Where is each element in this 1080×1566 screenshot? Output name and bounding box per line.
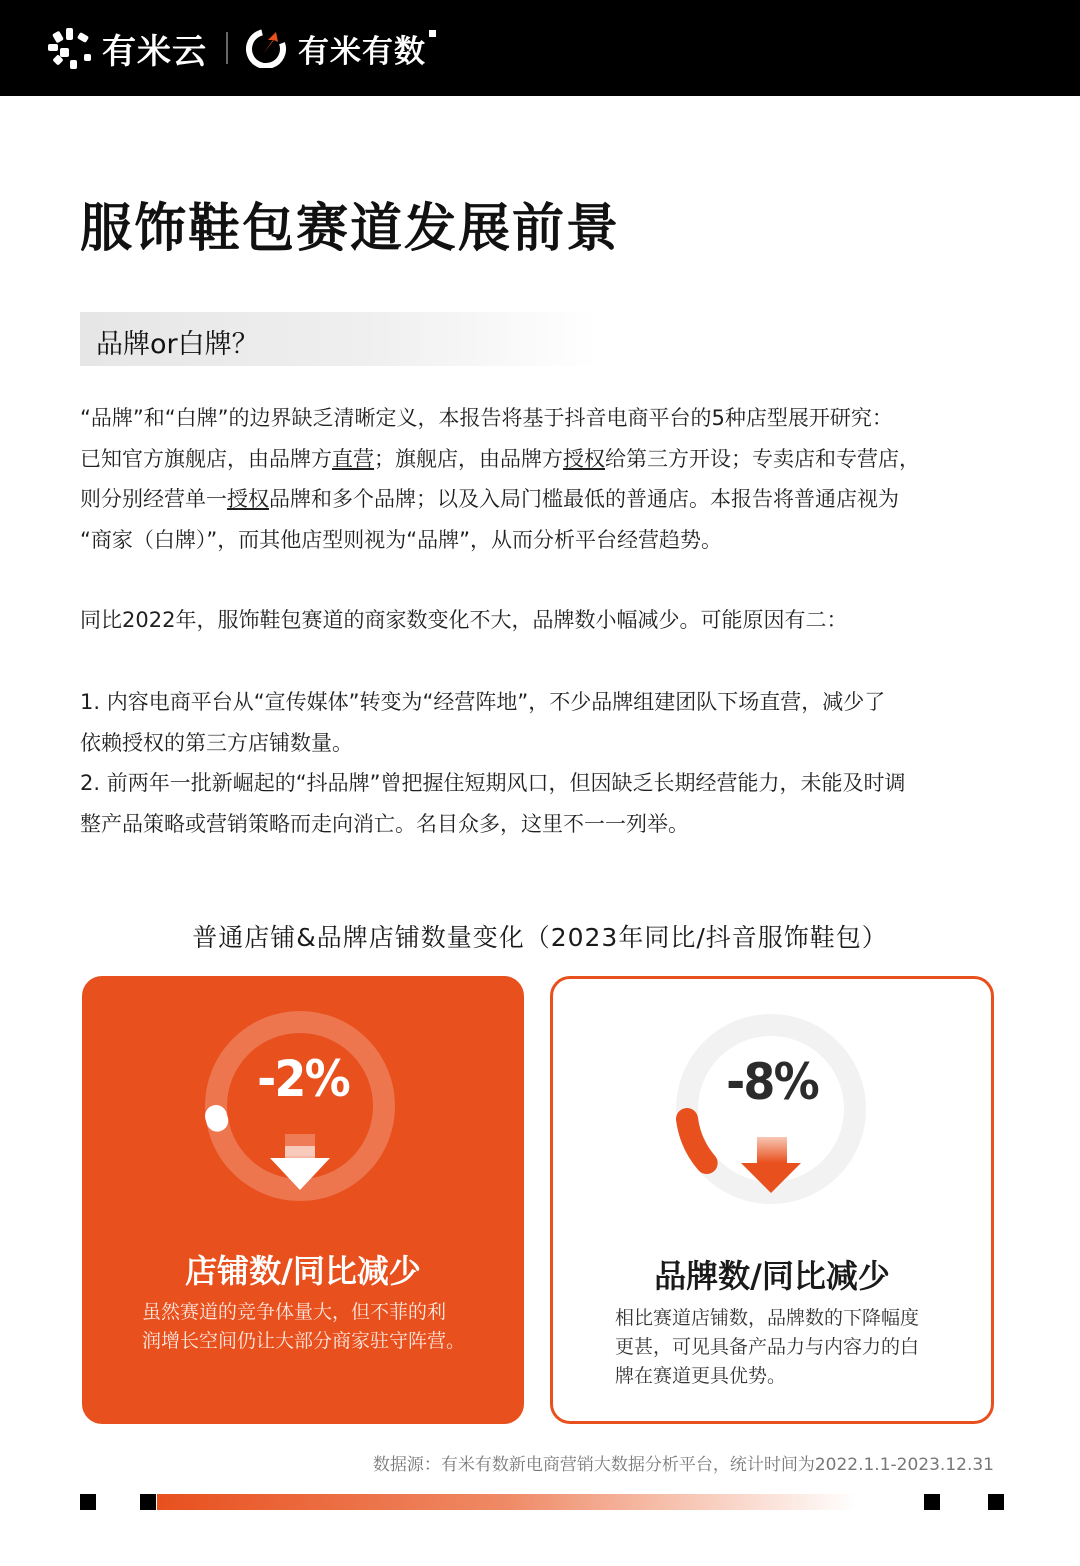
text-run: 给第三方开设；专卖店和专营店，	[605, 446, 920, 471]
description-line: 更甚，可见具备产品力与内容力的白	[615, 1336, 920, 1358]
brand-dot	[429, 30, 436, 37]
summary-paragraph: 同比2022年，服饰鞋包赛道的商家数变化不大，品牌数小幅减少。可能原因有二：	[80, 608, 848, 632]
brand-left-name: 有米云	[102, 31, 207, 72]
reasons-list	[80, 682, 1000, 844]
underlined-term: 直营	[332, 446, 374, 471]
brand-youmiyoushu	[246, 26, 426, 70]
brand-right-name: 有米有数	[298, 33, 426, 70]
footer-square	[924, 1494, 940, 1510]
youmiyun-logo-icon	[46, 26, 96, 70]
underlined-term: 授权	[227, 487, 269, 511]
brand-count-description	[615, 1304, 955, 1391]
store-count-gauge-arc	[216, 1116, 217, 1121]
store-count-card	[82, 976, 524, 1424]
intro-line	[80, 439, 1000, 480]
description-line: 虽然赛道的竞争体量大，但不菲的利	[142, 1301, 447, 1323]
brand-count-change: -8%	[726, 1053, 818, 1111]
reason-line: 整产品策略或营销策略而走向消亡。名目众多，这里不一一列举。	[80, 811, 689, 836]
section-heading: 品牌or白牌？	[96, 329, 259, 360]
reason-line: 1. 内容电商平台从“宣传媒体”转变为“经营阵地”，不少品牌组建团队下场直营，减少了	[80, 690, 886, 714]
data-source-note: 数据源：有米有数新电商营销大数据分析平台，统计时间为2022.1.1-2023.12.31	[372, 1455, 994, 1475]
footer-square	[988, 1494, 1004, 1510]
section-heading-box	[80, 312, 600, 366]
store-count-description	[142, 1298, 482, 1356]
youmiyoushu-logo-icon	[246, 28, 286, 68]
footer-square	[140, 1494, 156, 1510]
description-line: 牌在赛道更具优势。	[615, 1365, 787, 1387]
footer-gradient-bar	[157, 1494, 857, 1510]
intro-line	[80, 479, 1000, 520]
reason-line: 2. 前两年一批新崛起的“抖品牌”曾把握住短期风口，但因缺乏长期经营能力，未能及时调	[80, 771, 906, 795]
page-title: 服饰鞋包赛道发展前景	[80, 199, 621, 259]
description-line: 相比赛道店铺数，品牌数的下降幅度	[615, 1307, 920, 1329]
header-bar	[0, 0, 1080, 96]
text-run: 已知官方旗舰店，由品牌方	[80, 446, 332, 471]
text-run: 则分别经营单一	[80, 487, 227, 511]
footer-square	[80, 1494, 96, 1510]
store-count-change: -2%	[257, 1050, 349, 1108]
brand-count-gauge-arc	[687, 1119, 707, 1163]
text-run: 品牌和多个品牌；以及入局门槛最低的普通店。本报告将普通店视为	[269, 487, 899, 511]
brand-divider	[226, 32, 228, 64]
infographic-title: 普通店铺&品牌店铺数量变化（2023年同比/抖音服饰鞋包）	[192, 923, 888, 952]
intro-line: “商家（白牌）”，而其他店型则视为“品牌”，从而分析平台经营趋势。	[80, 527, 723, 552]
intro-line: “品牌”和“白牌”的边界缺乏清晰定义，本报告将基于抖音电商平台的5种店型展开研究：	[80, 406, 893, 430]
brand-youmiyun	[46, 26, 207, 70]
store-count-heading: 店铺数/同比减少	[185, 1252, 421, 1290]
underlined-term: 授权	[563, 446, 605, 471]
text-run: ；旗舰店，由品牌方	[374, 446, 563, 471]
reason-line: 依赖授权的第三方店铺数量。	[80, 730, 353, 755]
description-line: 润增长空间仍让大部分商家驻守阵营。	[142, 1330, 466, 1352]
brand-count-card	[550, 976, 994, 1424]
brand-count-heading: 品牌数/同比减少	[654, 1257, 890, 1295]
intro-paragraph	[80, 398, 1000, 560]
